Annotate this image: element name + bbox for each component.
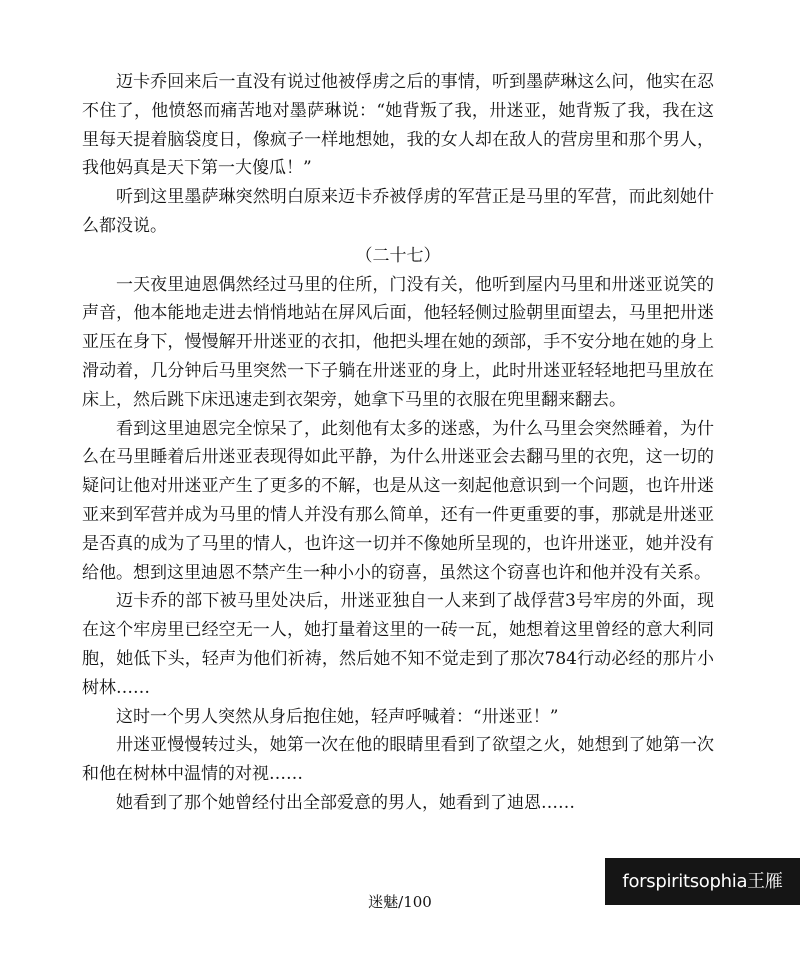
paragraph: 这时一个男人突然从身后抱住她，轻声呼喊着：“卅迷亚！” (116, 706, 559, 727)
paragraph: 她看到了那个她曾经付出全部爱意的男人，她看到了迪恩…… (116, 792, 575, 813)
page-number: 迷魅/100 (368, 893, 432, 911)
paragraph: 卅迷亚慢慢转过头，她第一次在他的眼睛里看到了欲望之火，她想到了她第一次和他在树林中温情的对视…… (82, 735, 714, 785)
document-body (82, 68, 714, 818)
paragraph: 一天夜里迪恩偶然经过马里的住所，门没有关，他听到屋内马里和卅迷亚说笑的声音，他本能地走进去悄悄地站在屏风后面，他轻轻侧过脸朝里面望去，马里把卅迷亚压在身下，慢慢解开卅迷亚的衣扣，他把头埋在她的颈部，手不安分地在她的身上滑动着，几分钟后马里突然一下子躺在卅迷亚的身上，此时卅迷亚轻轻地把马里放在床上，然后跳下床迅速走到衣架旁，她拿下马里的衣服在兜里翻来翻去。 (82, 274, 714, 410)
chapter-heading: （二十七） (355, 245, 441, 266)
watermark-label: forspiritsophia王雁 (605, 858, 800, 905)
paragraph: 听到这里墨萨琳突然明白原来迈卡乔被俘虏的军营正是马里的军营，而此刻她什么都没说。 (82, 187, 714, 236)
paragraph: 看到这里迪恩完全惊呆了，此刻他有太多的迷惑，为什么马里会突然睡着，为什么在马里睡着后卅迷亚表现得如此平静，为什么卅迷亚会去翻马里的衣兜，这一切的疑问让他对卅迷亚产生了更多的不解，也是从这一刻起他意识到一个问题，也许卅迷亚来到军营并成为马里的情人并没有那么简单，还有一件更重要的事，那就是卅迷亚是否真的成为了马里的情人，也许这一切并不像她所呈现的，也许卅迷亚，她并没有给他。想到这里迪恩不禁产生一种小小的窃喜，虽然这个窃喜也许和他并没有关系。 (82, 418, 714, 583)
paragraph: 迈卡乔回来后一直没有说过他被俘虏之后的事情，听到墨萨琳这么问，他实在忍不住了，他愤怒而痛苦地对墨萨琳说：“她背叛了我，卅迷亚，她背叛了我，我在这里每天提着脑袋度日，像疯子一样地想她，我的女人却在敌人的营房里和那个男人，我他妈真是天下第一大傻瓜！” (82, 72, 714, 179)
paragraph: 迈卡乔的部下被马里处决后，卅迷亚独自一人来到了战俘营3号牢房的外面，现在这个牢房里已经空无一人，她打量着这里的一砖一瓦，她想着这里曾经的意大利同胞，她低下头，轻声为他们祈祷，然后她不知不觉走到了那次784行动必经的那片小树林…… (82, 591, 714, 698)
